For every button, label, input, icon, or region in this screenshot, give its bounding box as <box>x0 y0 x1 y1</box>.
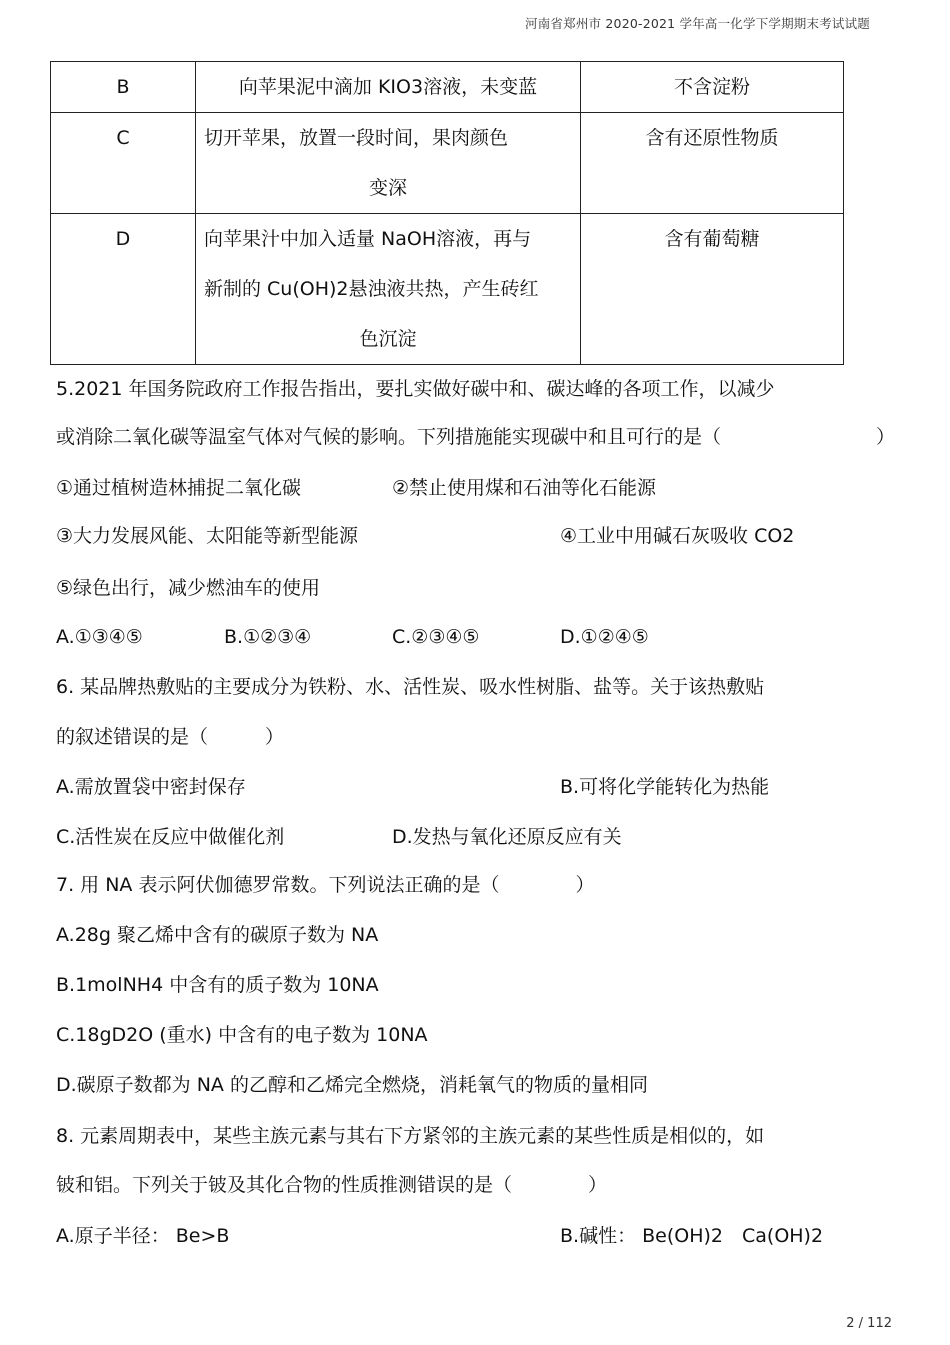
q7-option-a: A.28g 聚乙烯中含有的碳原子数为 NA <box>56 924 379 946</box>
operation-line: 新制的 Cu(OH)2悬浊液共热，产生砖红 <box>204 278 539 300</box>
q5-stem-line1: 5.2021 年国务院政府工作报告指出，要扎实做好碳中和、碳达峰的各项工作，以减少 <box>56 378 775 400</box>
q8-option-b: B.碱性： Be(OH)2 Ca(OH)2 <box>560 1225 824 1247</box>
q5-item-4: ④工业中用碱石灰吸收 CO2 <box>560 525 795 547</box>
row-conclusion: 含有还原性物质 <box>581 113 844 214</box>
operation-line: 色沉淀 <box>359 328 417 350</box>
q5-paren-close: ） <box>876 426 896 448</box>
q6-option-d: D.发热与氧化还原反应有关 <box>392 826 622 848</box>
table-row <box>51 214 844 365</box>
q7-option-c: C.18gD2O (重水) 中含有的电子数为 10NA <box>56 1024 428 1046</box>
q5-stem-line2: 或消除二氧化碳等温室气体对气候的影响。下列措施能实现碳中和且可行的是（ <box>56 426 722 448</box>
row-operation <box>196 62 581 113</box>
row-conclusion: 含有葡萄糖 <box>581 214 844 365</box>
q6-option-b: B.可将化学能转化为热能 <box>560 776 770 798</box>
q5-option-d: D.①②④⑤ <box>560 626 649 648</box>
operation-line: 切开苹果，放置一段时间，果肉颜色 <box>204 127 509 149</box>
q5-item-3: ③大力发展风能、太阳能等新型能源 <box>56 525 359 547</box>
q8-stem-line2: 铍和铝。下列关于铍及其化合物的性质推测错误的是（ ） <box>56 1174 608 1196</box>
q6-option-a: A.需放置袋中密封保存 <box>56 776 246 798</box>
q7-option-d: D.碳原子数都为 NA 的乙醇和乙烯完全燃烧，消耗氧气的物质的量相同 <box>56 1074 648 1096</box>
row-operation <box>196 214 581 365</box>
operation-line: 向苹果泥中滴加 KIO3溶液，未变蓝 <box>238 76 538 98</box>
q7-stem: 7. 用 NA 表示阿伏伽德罗常数。下列说法正确的是（ ） <box>56 874 595 896</box>
q5-option-a: A.①③④⑤ <box>56 626 143 648</box>
row-operation <box>196 113 581 214</box>
q8-stem-line1: 8. 元素周期表中，某些主族元素与其右下方紧邻的主族元素的某些性质是相似的，如 <box>56 1125 765 1147</box>
table-row <box>51 62 844 113</box>
operation-line: 变深 <box>368 177 407 199</box>
q5-item-5: ⑤绿色出行，减少燃油车的使用 <box>56 577 321 599</box>
q7-option-b: B.1molNH4 中含有的质子数为 10NA <box>56 974 379 996</box>
q6-stem-line2: 的叙述错误的是（ ） <box>56 726 285 748</box>
table-row <box>51 113 844 214</box>
row-label: D <box>51 214 196 365</box>
experiment-table <box>50 61 844 365</box>
row-conclusion: 不含淀粉 <box>581 62 844 113</box>
q6-stem-line1: 6. 某品牌热敷贴的主要成分为铁粉、水、活性炭、吸水性树脂、盐等。关于该热敷贴 <box>56 676 765 698</box>
q5-option-b: B.①②③④ <box>224 626 312 648</box>
operation-line: 向苹果汁中加入适量 NaOH溶液，再与 <box>204 228 532 250</box>
q8-option-a: A.原子半径： Be>B <box>56 1225 230 1247</box>
q5-option-c: C.②③④⑤ <box>392 626 480 648</box>
page-number: 2 / 112 <box>846 1316 892 1331</box>
q5-item-2: ②禁止使用煤和石油等化石能源 <box>392 477 657 499</box>
page-header: 河南省郑州市 2020-2021 学年高一化学下学期期末考试试题 <box>525 16 870 31</box>
row-label: C <box>51 113 196 214</box>
q5-item-1: ①通过植树造林捕捉二氧化碳 <box>56 477 302 499</box>
row-label: B <box>51 62 196 113</box>
q6-option-c: C.活性炭在反应中做催化剂 <box>56 826 285 848</box>
